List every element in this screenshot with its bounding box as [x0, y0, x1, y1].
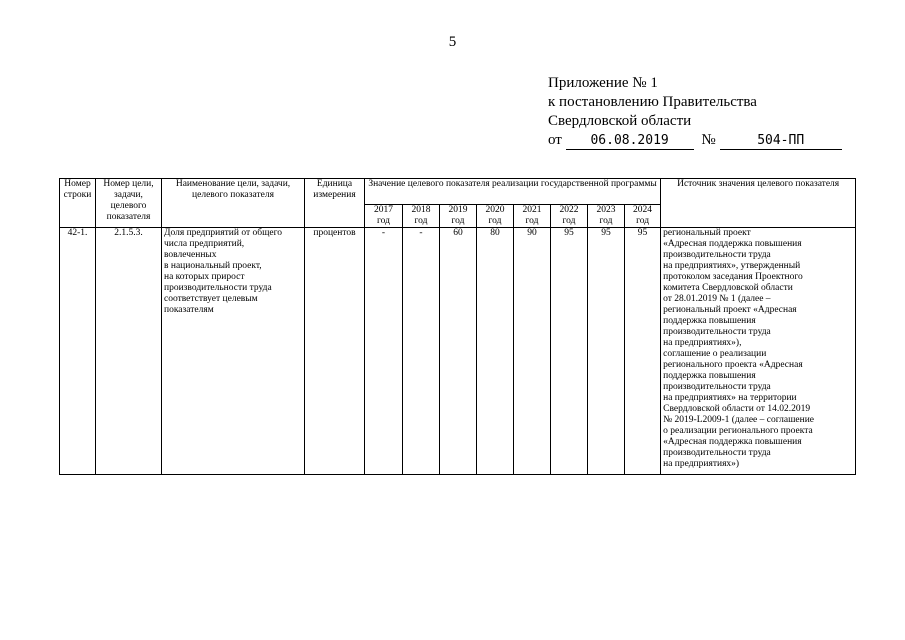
appendix-resolution: к постановлению Правительства [548, 94, 757, 110]
number-label: № [701, 132, 716, 148]
header-year: 2024 год [625, 205, 661, 228]
cell-value: 95 [551, 228, 588, 475]
cell-value: 90 [514, 228, 551, 475]
resolution-date-number [548, 131, 842, 150]
header-values-group: Значение целевого показателя реализации государственной программы [365, 179, 661, 205]
header-source: Источник значения целевого показателя [661, 179, 856, 228]
table-row [60, 228, 856, 475]
cell-value: 95 [625, 228, 661, 475]
header-goal-number: Номер цели, задачи, целевого показателя [96, 179, 162, 228]
appendix-region: Свердловской области [548, 113, 692, 129]
header-year: 2017 год [365, 205, 403, 228]
cell-goal-number: 2.1.5.3. [96, 228, 162, 475]
header-year: 2022 год [551, 205, 588, 228]
cell-value: - [365, 228, 403, 475]
header-name: Наименование цели, задачи, целевого показателя [162, 179, 305, 228]
header-row [60, 179, 856, 205]
header-row-number: Номер строки [60, 179, 96, 228]
cell-value: 80 [477, 228, 514, 475]
header-year: 2023 год [588, 205, 625, 228]
cell-value: 60 [440, 228, 477, 475]
cell-unit: процентов [305, 228, 365, 475]
header-unit: Единица измерения [305, 179, 365, 228]
appendix-title: Приложение № 1 [548, 75, 658, 91]
cell-name: Доля предприятий от общего числа предприятий, вовлеченных в национальный проект, на которых прирост производительности труда соответствует целевым показателям [162, 228, 305, 475]
from-label: от [548, 132, 562, 148]
cell-row-number: 42-1. [60, 228, 96, 475]
cell-value: - [403, 228, 440, 475]
header-year: 2020 год [477, 205, 514, 228]
header-year: 2019 год [440, 205, 477, 228]
indicator-table [59, 178, 856, 475]
header-year: 2021 год [514, 205, 551, 228]
cell-value: 95 [588, 228, 625, 475]
resolution-date: 06.08.2019 [566, 133, 694, 150]
cell-source: региональный проект «Адресная поддержка повышения производительности труда на предприятиях», утвержденный протоколом заседания Проектного комитета Свердловской области от 28.01.2019 № 1 (далее – региональный проект «Адресная поддержка повышения производительности труда на предприятиях»), соглашение о реализации регионального проекта «Адресная поддержка повышения производительности труда на предприятиях» на территории Свердловской области от 14.02.2019 № 2019-L2009-1 (далее – соглашение о реализации регионального проекта «Адресная поддержка повышения производительности труда на предприятиях») [661, 228, 856, 475]
header-year: 2018 год [403, 205, 440, 228]
resolution-number: 504-ПП [720, 133, 842, 150]
appendix-header [548, 74, 842, 150]
page-number: 5 [448, 34, 457, 50]
